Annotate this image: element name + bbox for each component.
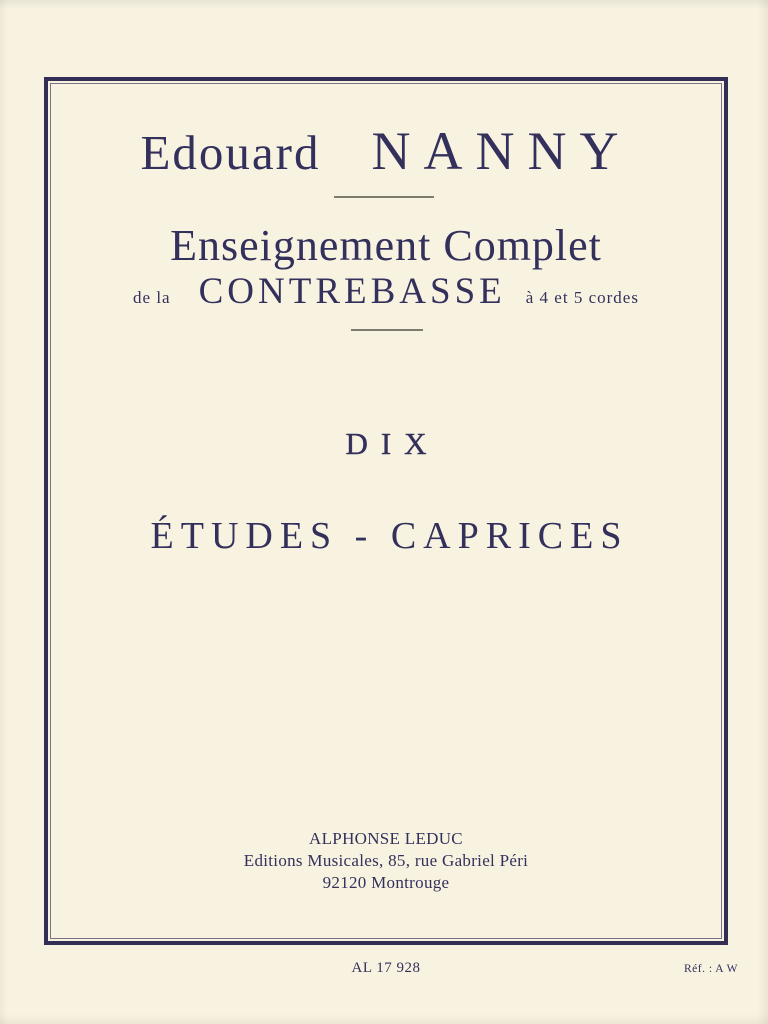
author-last-name: NANNY [371, 121, 632, 181]
cover-border-inner-rule [50, 83, 722, 939]
author-name [44, 120, 728, 182]
publisher-address: Editions Musicales, 85, rue Gabriel Péri [243, 851, 529, 870]
work-title: ÉTUDES - CAPRICES [150, 515, 629, 557]
series-title: Enseignement Complet [170, 221, 602, 270]
work-number-word: DIX [345, 426, 440, 461]
cover-border-frame [44, 77, 728, 945]
publisher-name: ALPHONSE LEDUC [309, 829, 463, 848]
subtitle-suffix: à 4 et 5 cordes [525, 288, 639, 307]
reference-code: Réf. : A W [684, 963, 738, 975]
divider-rule-under-instrument [351, 329, 423, 331]
instrument-name: CONTREBASSE [198, 271, 506, 312]
publisher-city: 92120 Montrouge [322, 873, 450, 892]
subtitle-prefix: de la [133, 288, 171, 307]
plate-number: AL 17 928 [351, 960, 421, 976]
divider-rule-under-author [334, 196, 434, 198]
publisher-block [44, 828, 728, 894]
instrument-line [44, 270, 728, 313]
author-first-name: Edouard [140, 125, 321, 180]
